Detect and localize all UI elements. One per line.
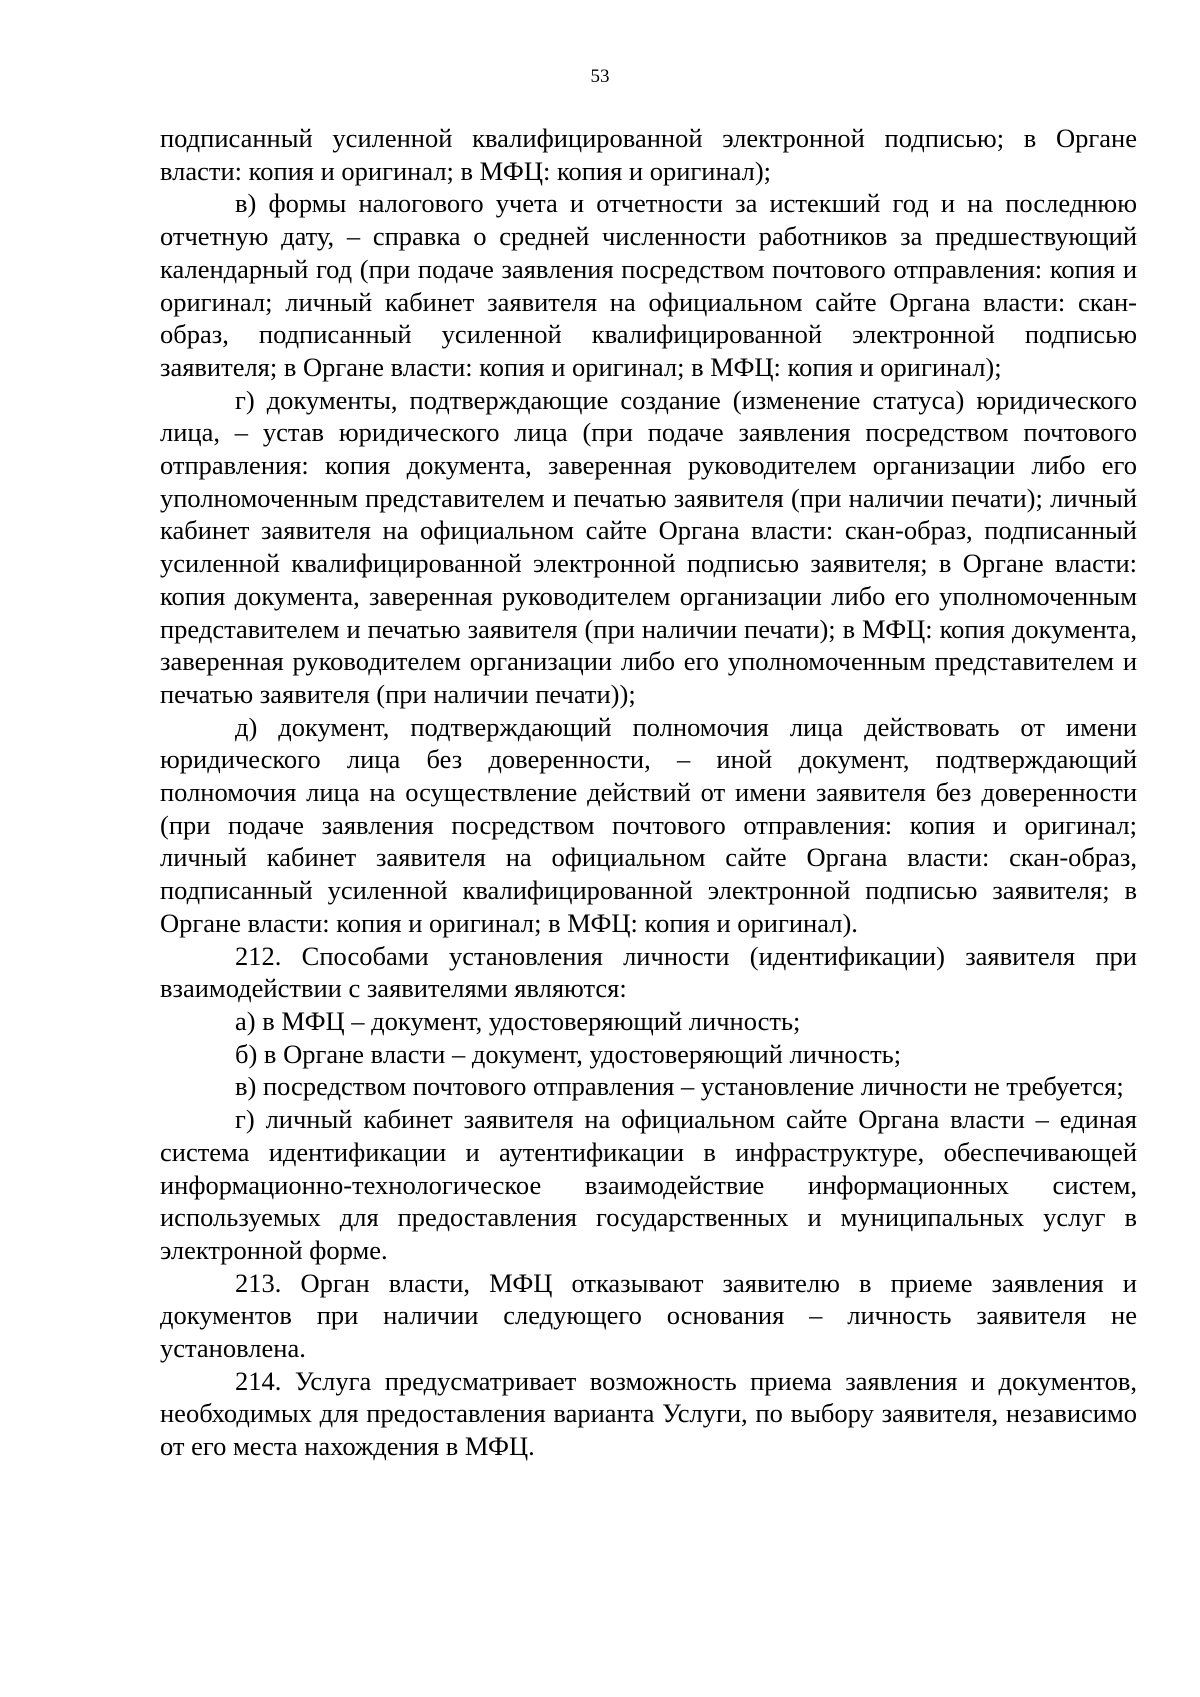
paragraph-item-g-legal-entity-documents: г) документы, подтверждающие создание (изменение статуса) юридического лица, – устав юридического лица (при подаче заявления посредством почтового отправления: копия документа, заверенная руководителем организации либо его уполномоченным представителем и печатью заявителя (при наличии печати); личный кабинет заявителя на официальном сайте Органа власти: скан-образ, подписанный усиленной квалифицированной электронной подписью заявителя; в Органе власти: копия документа, заверенная руководителем организации либо его уполномоченным представителем и печатью заявителя (при наличии печати); в МФЦ: копия документа, заверенная руководителем организации либо его уполномоченным представителем и печатью заявителя (при наличии печати)); [160, 384, 1137, 709]
paragraph-214-service: 214. Услуга предусматривает возможность приема заявления и документов, необходимых для предоставления варианта Услуги, по выбору заявителя, независимо от его места нахождения в МФЦ. [160, 1365, 1137, 1462]
paragraph-213-refusal: 213. Орган власти, МФЦ отказывают заявителю в приеме заявления и документов при наличии следующего основания – личность заявителя не установлена. [160, 1267, 1137, 1364]
paragraph-212-item-b: б) в Органе власти – документ, удостоверяющий личность; [235, 1038, 902, 1069]
paragraph-212-item-v: в) посредством почтового отправления – установление личности не требуется; [235, 1071, 1124, 1102]
paragraph-212-item-g: г) личный кабинет заявителя на официальном сайте Органа власти – единая система идентификации и аутентификации в инфраструктуре, обеспечивающей информационно-технологическое взаимодействие информационных систем, используемых для предоставления государственных и муниципальных услуг в электронной форме. [160, 1104, 1137, 1265]
paragraph-212-item-a: а) в МФЦ – документ, удостоверяющий личность; [235, 1005, 801, 1036]
document-body [160, 122, 1137, 1463]
page-number: 53 [590, 66, 610, 87]
paragraph-item-d-authority-document: д) документ, подтверждающий полномочия лица действовать от имени юридического лица без доверенности, – иной документ, подтверждающий полномочия лица на осуществление действий от имени заявителя без доверенности (при подаче заявления посредством почтового отправления: копия и оригинал; личный кабинет заявителя на официальном сайте Органа власти: скан-образ, подписанный усиленной квалифицированной электронной подписью заявителя; в Органе власти: копия и оригинал; в МФЦ: копия и оригинал). [160, 711, 1137, 938]
paragraph-continuation: подписанный усиленной квалифицированной электронной подписью; в Органе власти: копия и оригинал; в МФЦ: копия и оригинал); [160, 123, 1137, 186]
paragraph-item-v-tax-forms: в) формы налогового учета и отчетности за истекший год и на последнюю отчетную дату, – справка о средней численности работников за предшествующий календарный год (при подаче заявления посредством почтового отправления: копия и оригинал; личный кабинет заявителя на официальном сайте Органа власти: скан-образ, подписанный усиленной квалифицированной электронной подписью заявителя; в Органе власти: копия и оригинал; в МФЦ: копия и оригинал); [160, 188, 1137, 382]
paragraph-212-identification-methods: 212. Способами установления личности (идентификации) заявителя при взаимодействии с заявителями являются: [160, 940, 1137, 1004]
